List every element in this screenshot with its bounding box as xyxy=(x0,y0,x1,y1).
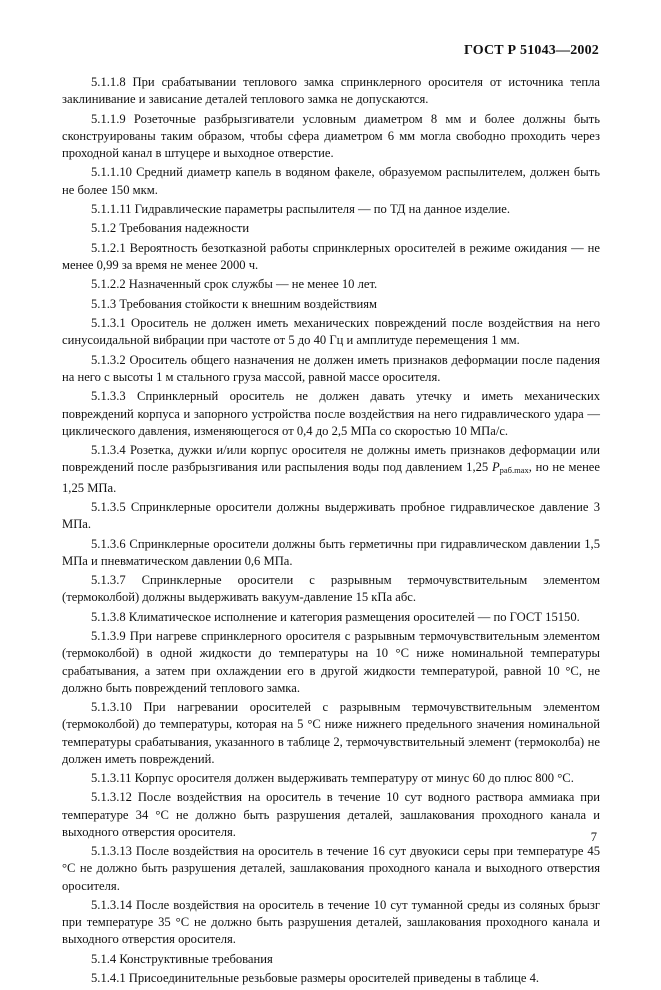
paragraph-5-1-1-9: 5.1.1.9 Розеточные разбрызгиватели условным диаметром 8 мм и более должны быть сконструированы таким образом, чтобы сфера диаметром 6 мм могла свободно проходить через проходной канал в штуцере и выходное отверстие. xyxy=(62,111,600,160)
paragraph-5-1-3-9: 5.1.3.9 При нагреве спринклерного оросителя с разрывным термочувствительным элементом (термоколбой) в одной жидкости до температуры на 10 °С ниже номинальной температуры срабатывания, а затем при охлаждении его в другой жидкости температурой, равной 10 °С, не должно быть повреждений теплового замка. xyxy=(62,629,600,695)
paragraph-5-1-3-1: 5.1.3.1 Ороситель не должен иметь механических повреждений после воздействия на него синусоидальной вибрации при частоте от 5 до 40 Гц и амплитуде перемещения 1 мм. xyxy=(62,316,600,348)
pressure-symbol: P xyxy=(491,460,500,475)
paragraph-5-1-1-8: 5.1.1.8 При срабатывании теплового замка спринклерного оросителя от источника тепла заклинивание и зависание деталей теплового замка не допускаются. xyxy=(62,75,600,107)
paragraph-5-1-3-12: 5.1.3.12 После воздействия на ороситель в течение 10 сут водного раствора аммиака при температуре 34 °С не должно быть разрушения деталей, зашлакования проходного канала и выходного отверстия оросителя. xyxy=(62,790,600,839)
paragraph-5-1-3-14: 5.1.3.14 После воздействия на ороситель в течение 10 сут туманной среды из соляных брызг при температуре 35 °С не должно быть разрушения деталей, зашлакования проходного канала и выходного отверстия оросителя. xyxy=(62,898,600,947)
paragraph-5-1-4-1: 5.1.4.1 Присоединительные резьбовые размеры оросителей приведены в таблице 4. xyxy=(91,971,540,986)
paragraph-5-1-3-7: 5.1.3.7 Спринклерные оросители с разрывным термочувствительным элементом (термоколбой) должны выдерживать вакуум-давление 15 кПа абс. xyxy=(62,573,600,605)
paragraph-5-1-1-10: 5.1.1.10 Средний диаметр капель в водяном факеле, образуемом распылителем, должен быть не более 150 мкм. xyxy=(62,165,600,197)
paragraph-text: , но не менее 1,25 МПа. xyxy=(62,460,600,495)
paragraph-5-1-3-4 xyxy=(62,442,600,497)
paragraph-5-1-3-6: 5.1.3.6 Спринклерные оросители должны быть герметичны при гидравлическом давлении 1,5 МПа и пневматическом давлении 0,6 МПа. xyxy=(62,536,600,568)
paragraph-5-1-2-1: 5.1.2.1 Вероятность безотказной работы спринклерных оросителей в режиме ожидания — не менее 0,99 за время не менее 2000 ч. xyxy=(62,240,600,272)
paragraph-5-1-2-2: 5.1.2.2 Назначенный срок службы — не менее 10 лет. xyxy=(91,277,378,292)
paragraph-5-1-3-3: 5.1.3.3 Спринклерный ороситель не должен давать утечку и иметь механических повреждений корпуса и запорного устройства после воздействия на него гидравлического удара — циклического давления, изменяющегося от 0,4 до 2,5 МПа со скоростью 10 МПа/с. xyxy=(62,389,600,438)
page-number: 7 xyxy=(590,830,597,844)
paragraph-5-1-1-11: 5.1.1.11 Гидравлические параметры распылителя — по ТД на данное изделие. xyxy=(91,201,510,216)
document-header: ГОСТ Р 51043—2002 xyxy=(463,43,599,58)
paragraph-5-1-3-8: 5.1.3.8 Климатическое исполнение и категория размещения оросителей — по ГОСТ 15150. xyxy=(91,609,580,624)
section-heading-5-1-3: 5.1.3 Требования стойкости к внешним воздействиям xyxy=(91,296,377,311)
section-heading-5-1-4: 5.1.4 Конструктивные требования xyxy=(91,951,273,966)
pressure-subscript: раб.max xyxy=(499,465,529,476)
paragraph-5-1-3-13: 5.1.3.13 После воздействия на ороситель в течение 16 сут двуокиси серы при температуре 45 °С не должно быть разрушения деталей, зашлакования проходного канала и выходного отверстия оросителя. xyxy=(62,844,600,893)
paragraph-text: 5.1.3.4 Розетка, дужки и/или корпус оросителя не должны иметь признаков деформации или повреждений после разбрызгивания или распыления воды под давлением 1,25 xyxy=(62,443,600,475)
paragraph-5-1-3-10: 5.1.3.10 При нагревании оросителей с разрывным термочувствительным элементом (термоколбой) до температуры, которая на 5 °С ниже нижнего предельного значения номинальной температуры срабатывания, указанного в таблице 2, термочувствительный элемент (термоколба) не должен иметь повреждений. xyxy=(62,700,600,766)
paragraph-5-1-3-5: 5.1.3.5 Спринклерные оросители должны выдерживать пробное гидравлическое давление 3 МПа. xyxy=(62,499,600,532)
paragraph-5-1-3-2: 5.1.3.2 Ороситель общего назначения не должен иметь признаков деформации после падения на него с высоты 1 м стального груза массой, равной массе оросителя. xyxy=(62,352,600,384)
section-heading-5-1-2: 5.1.2 Требования надежности xyxy=(91,221,250,236)
document-body xyxy=(62,74,600,990)
paragraph-5-1-3-11: 5.1.3.11 Корпус оросителя должен выдерживать температуру от минус 60 до плюс 800 °С. xyxy=(91,771,574,786)
